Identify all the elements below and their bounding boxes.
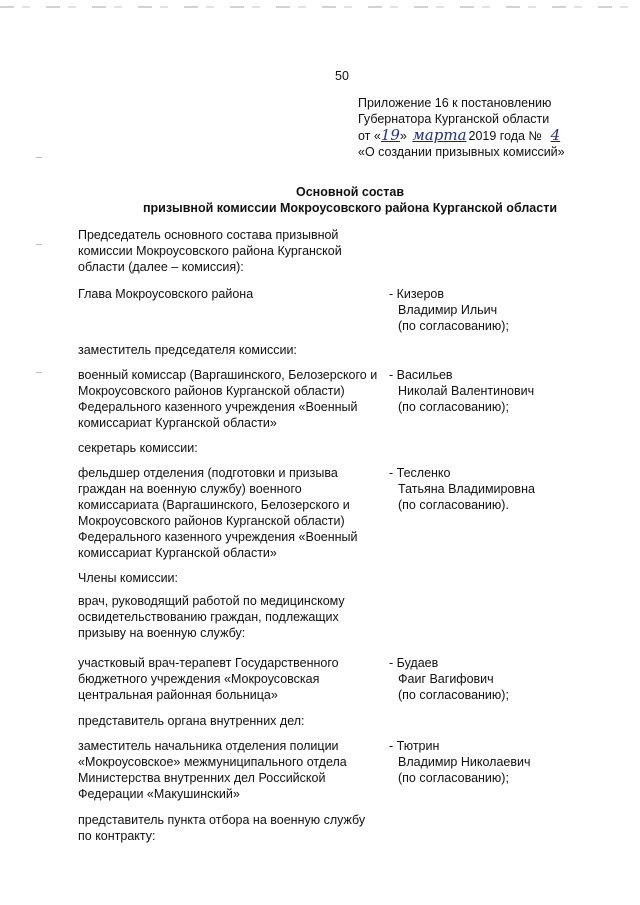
handwritten-month: марта: [412, 126, 467, 144]
person-note: (по согласованию);: [398, 688, 509, 702]
person-note: (по согласованию);: [398, 319, 509, 333]
scan-margin-mark: [36, 372, 42, 373]
page-number: 50: [335, 69, 349, 83]
person-vasiliev: [389, 367, 619, 415]
role-district-therapist: участковый врач-терапевт Государственного бюджетного учреждения «Мокроусовская центральная районная больница»: [78, 656, 339, 702]
person-given-name: Владимир Ильич: [398, 303, 498, 317]
person-kizerov: [389, 286, 619, 334]
role-paramedic: фельдшер отделения (подготовки и призыва граждан на военную службу) военного комиссариата (Варгашинского, Белозерского и Мокроусовского районов Курганской области) Федерального казенного учреждения «Военный комиссариат Курганской области»: [78, 466, 358, 560]
title-line-2: призывной комиссии Мокроусовского района Курганской области: [142, 201, 558, 215]
person-surname: - Тютрин: [389, 739, 440, 753]
role-head-of-district: Глава Мокроусовского района: [78, 287, 254, 301]
person-note: (по согласованию).: [398, 498, 509, 512]
role-contract-selection-heading: представитель пункта отбора на военную службу по контракту:: [78, 813, 366, 843]
role-military-commissar: военный комиссар (Варгашинского, Белозерского и Мокроусовского районов Курганской области) Федерального казенного учреждения «Военный комиссариат Курганской области»: [78, 368, 378, 430]
person-given-name: Владимир Николаевич: [398, 755, 531, 769]
appendix-line-1: Приложение 16 к постановлению: [358, 96, 552, 110]
person-surname: - Васильев: [389, 368, 453, 382]
role-members-heading: Члены комиссии:: [78, 571, 179, 585]
role-medical-doctor-heading: врач, руководящий работой по медицинскому освидетельствованию граждан, подлежащих призыву на военную службу:: [78, 594, 345, 640]
person-given-name: Фаиг Вагифович: [398, 672, 494, 686]
person-given-name: Татьяна Владимировна: [398, 482, 535, 496]
role-police-heading: представитель органа внутренних дел:: [78, 714, 305, 728]
title-line-1: Основной состав: [295, 185, 405, 199]
handwritten-day: 19: [380, 126, 400, 144]
person-tyutrin: [389, 738, 619, 786]
person-surname: - Кизеров: [389, 287, 444, 301]
role-deputy-police-chief: заместитель начальника отделения полиции «Мокроусовское» межмуниципального отдела Министерства внутренних дел Российской Федерации «Макушинский»: [78, 739, 347, 801]
appendix-line-2: Губернатора Курганской области: [358, 112, 550, 126]
role-deputy-heading: заместитель председателя комиссии:: [78, 343, 297, 357]
person-teslenko: [389, 465, 619, 513]
role-chairman-heading: Председатель основного состава призывной комиссии Мокроусовского района Курганской области (далее – комиссия):: [78, 228, 342, 274]
person-budaev: [389, 655, 619, 703]
person-note: (по согласованию);: [398, 400, 509, 414]
scan-margin-mark: [36, 244, 42, 245]
appendix-header: [358, 95, 608, 160]
document-title: [70, 184, 630, 216]
date-mid: »: [399, 129, 407, 143]
scan-top-artifact: [0, 6, 640, 8]
date-prefix: от «: [358, 129, 381, 143]
scan-margin-mark: [36, 157, 42, 158]
date-year: 2019 года №: [468, 129, 542, 143]
person-surname: - Будаев: [389, 656, 439, 670]
person-surname: - Тесленко: [389, 466, 451, 480]
role-secretary-heading: секретарь комиссии:: [78, 441, 198, 455]
handwritten-decree-number: 4: [550, 126, 561, 144]
person-given-name: Николай Валентинович: [398, 384, 535, 398]
person-note: (по согласованию);: [398, 771, 509, 785]
appendix-line-4: «О создании призывных комиссий»: [358, 145, 565, 159]
appendix-date-line: [358, 127, 608, 144]
